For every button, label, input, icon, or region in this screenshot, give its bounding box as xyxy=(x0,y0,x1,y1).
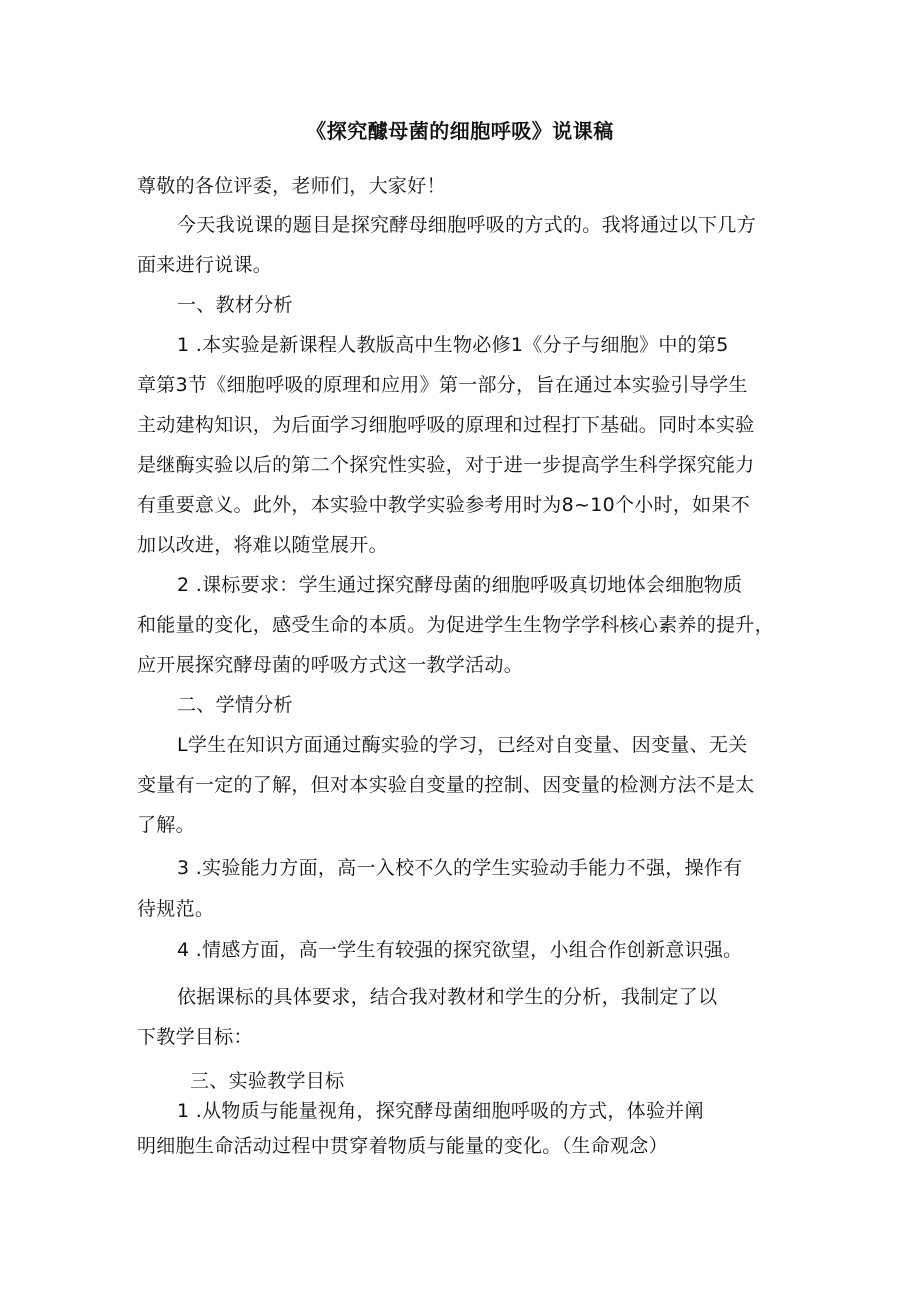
greeting-line: 尊敬的各位评委，老师们，大家好！ xyxy=(137,175,446,197)
paragraph-line: 待规范。 xyxy=(137,898,215,920)
paragraph-line: 应开展探究酵母菌的呼吸方式这一教学活动。 xyxy=(137,654,524,676)
paragraph-line: 明细胞生命活动过程中贯穿着物质与能量的变化。（生命观念） xyxy=(137,1135,668,1157)
section-heading-textbook-analysis: 一、教材分析 xyxy=(177,294,293,316)
paragraph-line: 变量有一定的了解，但对本实验自变量的控制、因变量的检测方法不是太 xyxy=(137,774,755,796)
paragraph-line: 加以改进，将难以随堂展开。 xyxy=(137,534,388,556)
section-heading-teaching-objectives: 三、实验教学目标 xyxy=(190,1070,345,1092)
paragraph-line: 主动建构知识，为后面学习细胞呼吸的原理和过程打下基础。同时本实验 xyxy=(137,414,755,436)
paragraph-line: 依据课标的具体要求，结合我对教材和学生的分析，我制定了以 xyxy=(177,986,718,1008)
paragraph-line: 了解。 xyxy=(137,814,195,836)
paragraph-line: 章第3节《细胞呼吸的原理和应用》第一部分，旨在通过本实验引导学生 xyxy=(137,374,748,396)
paragraph-line: 面来进行说课。 xyxy=(137,254,273,276)
paragraph-line: 和能量的变化，感受生命的本质。为促进学生生物学学科核心素养的提升， xyxy=(137,614,774,636)
section-heading-student-analysis: 二、学情分析 xyxy=(177,694,293,716)
paragraph-line: 有重要意义。此外，本实验中教学实验参考用时为8~10个小时，如果不 xyxy=(137,494,751,516)
paragraph-line: 2 .课标要求：学生通过探究酵母菌的细胞呼吸真切地体会细胞物质 xyxy=(177,574,743,596)
paragraph-line: 下教学目标： xyxy=(137,1026,253,1048)
document-title: 《探究醵母菌的细胞呼吸》说课稿 xyxy=(306,119,614,143)
paragraph-line: 是继酶实验以后的第二个探究性实验，对于进一步提高学生科学探究能力 xyxy=(137,454,755,476)
paragraph-line: 今天我说课的题目是探究酵母细胞呼吸的方式的。我将通过以下几方 xyxy=(177,214,757,236)
paragraph-line: L学生在知识方面通过酶实验的学习，已经对自变量、因变量、无关 xyxy=(177,734,748,756)
paragraph-line: 4 .情感方面，高一学生有较强的探究欲望，小组合作创新意识强。 xyxy=(177,939,743,961)
paragraph-line: 1 .从物质与能量视角，探究酵母菌细胞呼吸的方式，体验并阐 xyxy=(177,1100,704,1122)
paragraph-line: 3 .实验能力方面，高一入校不久的学生实验动手能力不强，操作有 xyxy=(177,857,743,879)
paragraph-line: 1 .本实验是新课程人教版高中生物必修1《分子与细胞》中的第5 xyxy=(177,334,729,356)
